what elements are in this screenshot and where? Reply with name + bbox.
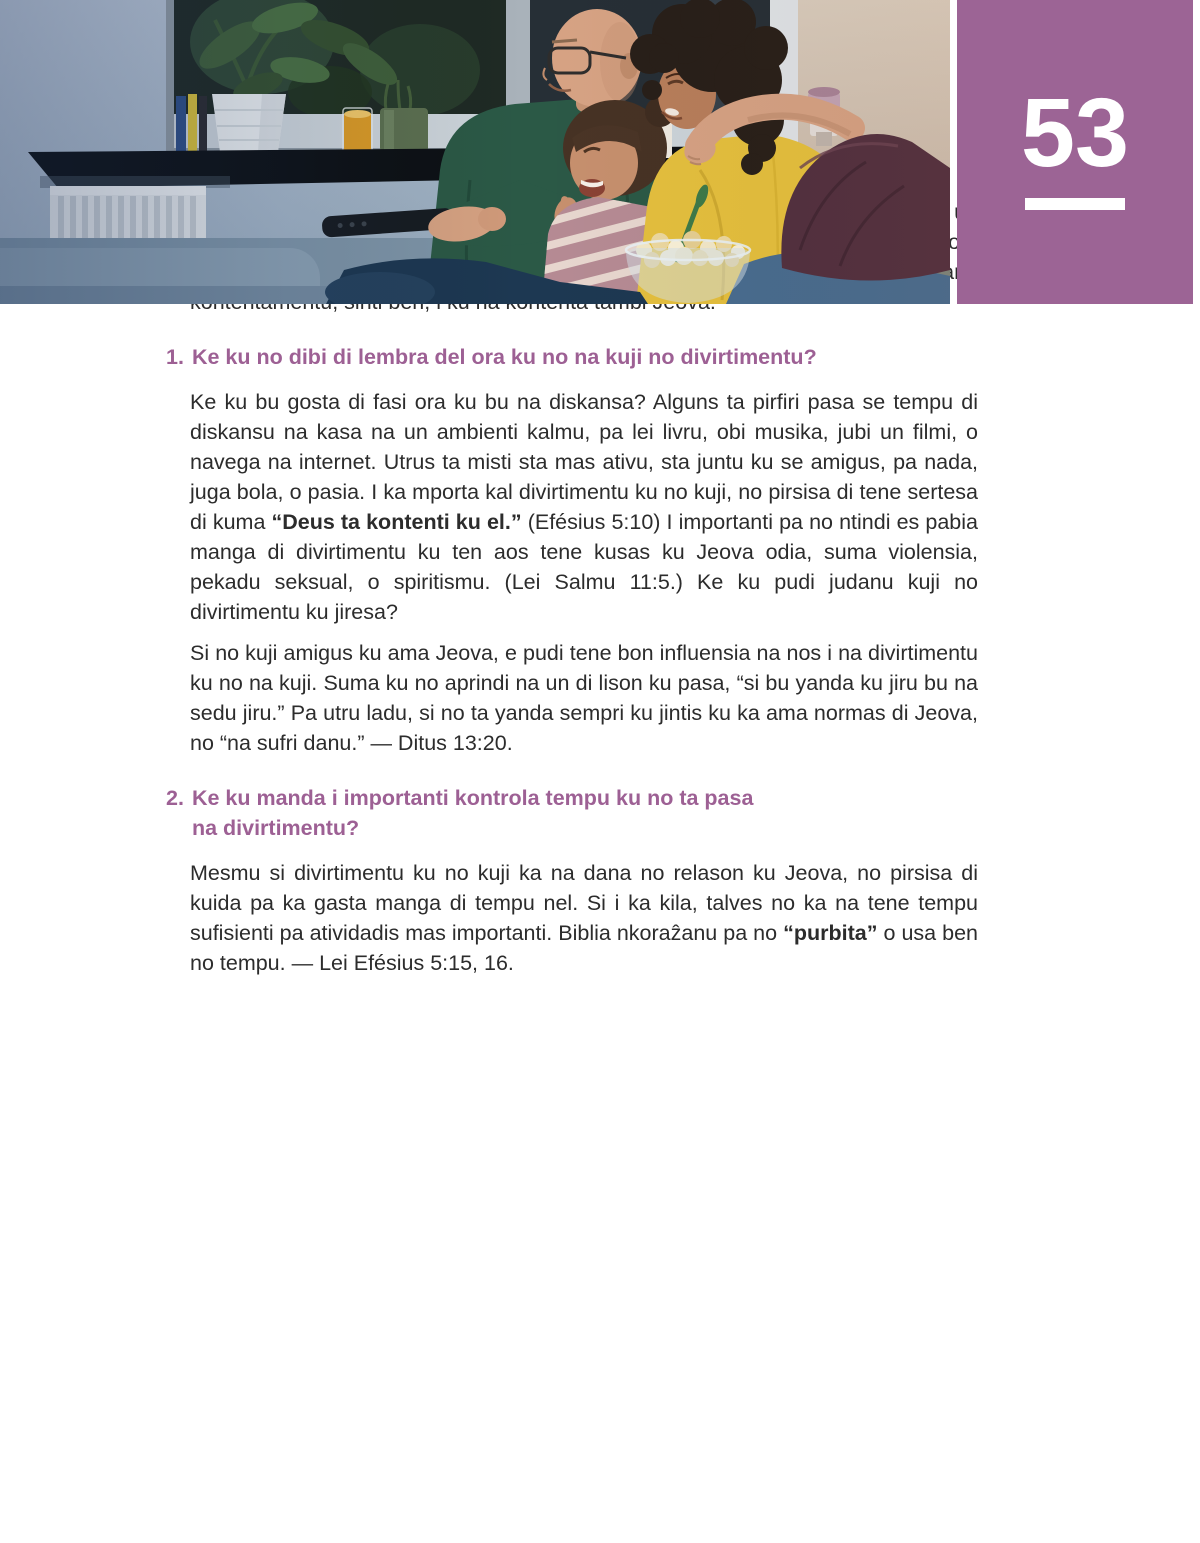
intro-paragraph: lison, danu	[927, 230, 978, 284]
paragraph-3: Mesmu si divirtimentu ku no kuji ka na dana no relason ku Jeova, no pirsisa di kuida pa ka gasta manga di tempu nel. Si i ka kila, talves no ka na tene tempu sufisienti pa atividadis mas importanti. Biblia nkoraẑanu pa no “purbita” o usa ben no tempu. — Lei Efésius 5:15, 16.	[190, 861, 978, 975]
lesson-number: 53	[1021, 78, 1129, 187]
lesson-number-badge	[957, 0, 1193, 304]
question-2-text: Ke ku manda i importanti kontrola tempu ku no ta pasa na divirtimentu?	[191, 786, 754, 840]
paragraph-1: Ke ku bu gosta di fasi ora ku bu na diskansa? Alguns ta pirfiri pasa se tempu di diskansu na kasa na un ambienti kalmu, pa lei livru, obi musika, jubi un filmi, o navega na internet. Utrus ta misti sta mas ativu, sta juntu ku se amigus, pa nada, juga bola, o pasia. I ka mporta kal divirtimentu ku no kuji, no pirsisa di tene sertesa di kuma “Deus ta kontenti ku el.” (Efésius 5:10) I importanti pa no ntindi es pabia manga di divirtimentu ku ten aos tene kusas ku Jeova odia, suma violensia, pekadu seksual, o spiritismu. (Lei Salmu 11:5.) Ke ku pudi judanu kuji no divirtimentu ku jiresa?	[190, 390, 978, 624]
question-2-number: 2.	[166, 786, 184, 810]
question-1	[166, 342, 978, 372]
question-2	[166, 783, 978, 843]
family-watching-tv-photo	[0, 0, 950, 304]
lesson-number-underline	[1025, 198, 1125, 210]
question-1-number: 1.	[166, 345, 184, 369]
paragraph-2: Si no kuji amigus ku ama Jeova, e pudi tene bon influensia na nos i na divirtimentu ku no na kuji. Suma ku no aprindi na un di lison ku pasa, “si bu yanda ku jiru bu na sedu jiru.” Pa utru ladu, si no ta yanda sempri ku jintis ku ka ama normas di Jeova, no “na sufri danu.” — Ditus 13:20.	[190, 641, 978, 755]
question-1-text: Ke ku no dibi di lembra del ora ku no na kuji no divirtimentu?	[191, 345, 817, 369]
ambient-light-tint	[0, 0, 950, 304]
